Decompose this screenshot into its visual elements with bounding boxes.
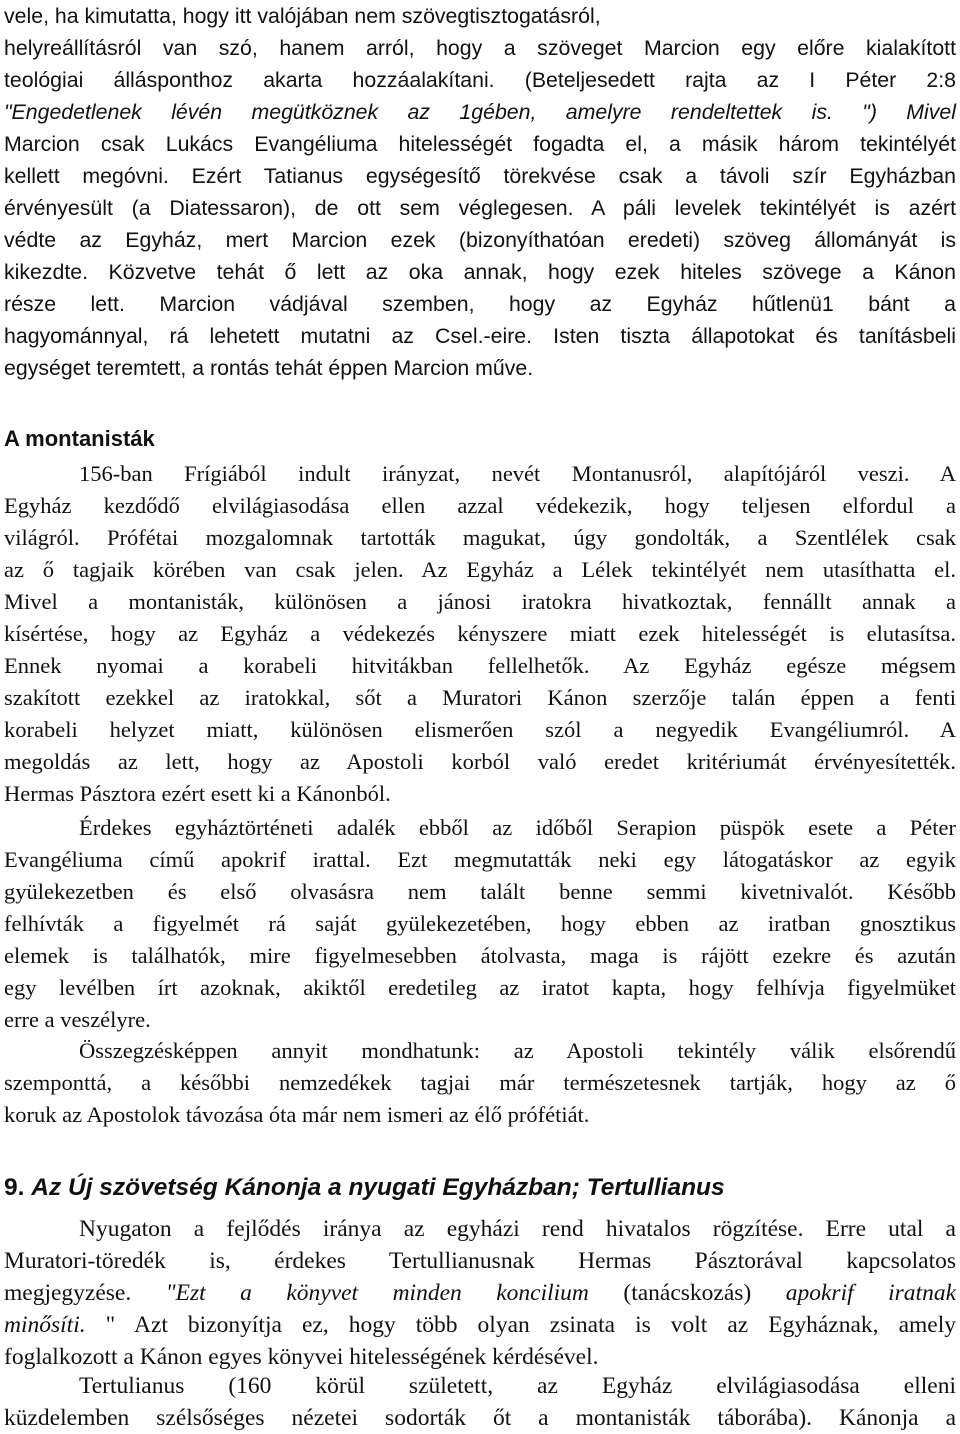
text-line: Érdekes egyháztörténeti adalék ebből az időből Serapion püspök esete a Péter: [79, 815, 956, 840]
text-line: teológiai állásponthoz akarta hozzáalakítani. (Beteljesedett rajta az I Péter 2:8: [4, 68, 956, 92]
text-line: kísértése, hogy az Egyház a védekezés kényszere miatt ezek hitelességét is elutasítsa.: [4, 621, 956, 646]
text-line: szakított ezekkel az iratokkal, sőt a Muratori Kánon szerzője talán éppen a fenti: [4, 685, 956, 710]
text-line: érvényesült (a Diatessaron), de ott sem véglegesen. A páli levelek tekintélyét is azért: [4, 196, 956, 220]
text-line: Összegzésképpen annyit mondhatunk: az Apostoli tekintély válik elsőrendű: [79, 1038, 956, 1063]
text-line: küzdelemben szélsőséges nézetei sodorták őt a montanisták táborába). Kánonja a: [4, 1405, 956, 1431]
quote-text: "Ezt a könyvet minden koncilium: [165, 1280, 589, 1306]
text-line: kikezdte. Közvetve tehát ő lett az oka annak, hogy ezek hiteles szövege a Kánon: [4, 260, 956, 284]
paragraph-marcion: [4, 0, 956, 384]
text-line: vele, ha kimutatta, hogy itt valójában nem szövegtisztogatásról,: [4, 4, 601, 28]
text-line: korabeli helyzet miatt, különösen elismerően szól a negyedik Evangéliumról. A: [4, 717, 956, 742]
paragraph-west: [4, 1213, 956, 1373]
text-line: hagyománnyal, rá lehetett mutatni az Csel.-eire. Isten tiszta állapotokat és tanításbeli: [4, 324, 956, 348]
section-heading-montanists: A montanisták: [4, 426, 155, 451]
text-run: " Azt bizonyítja ez, hogy több olyan zsinata is volt az Egyháznak, amely: [105, 1312, 956, 1338]
text-line: [4, 1309, 956, 1341]
text-line: Egyház kezdődő elvilágiasodása ellen azzal védekezik, hogy teljesen elfordul a: [4, 493, 956, 518]
quote-text: minősíti.: [4, 1312, 106, 1338]
paragraph-tertullian: [4, 1370, 956, 1434]
text-line: egységet teremtett, a rontás tehát éppen Marcion műve.: [4, 356, 534, 380]
text-line: helyreállításról van szó, hanem arról, hogy a szöveget Marcion egy előre kialakított: [4, 36, 956, 60]
text-line: foglalkozott a Kánon egyes könyvei hitelességének kérdésével.: [4, 1344, 599, 1370]
text-line: Muratori-töredék is, érdekes Tertullianusnak Hermas Pásztorával kapcsolatos: [4, 1248, 956, 1274]
text-line: [4, 1277, 956, 1309]
chapter-heading: [4, 1174, 725, 1202]
text-line: megoldás az lett, hogy az Apostoli korból való eredet kritériumát érvényesítették.: [4, 749, 956, 774]
text-line: Marcion csak Lukács Evangéliuma hitelességét fogadta el, a másik három tekintélyét: [4, 132, 956, 156]
text-line: védte az Egyház, mert Marcion ezek (bizonyíthatóan eredeti) szöveg állományát is: [4, 228, 956, 252]
text-line: felhívták a figyelmét rá saját gyülekezetében, hogy ebben az iratban gnosztikus: [4, 911, 956, 936]
text-line: az ő tagjaik körében van csak jelen. Az Egyház a Lélek tekintélyét nem utasíthatta el.: [4, 557, 956, 582]
text-line: elemek is találhatók, mire figyelmesebben átolvasta, maga is rájött ezekre és azután: [4, 943, 956, 968]
text-line: világról. Prófétai mozgalomnak tartották magukat, úgy gondolták, a Szentlélek csak: [4, 525, 956, 550]
text-line: 156-ban Frígiából indult irányzat, nevét Montanusról, alapítójáról veszi. A: [79, 461, 956, 486]
paragraph-montanists: [4, 458, 956, 810]
text-line: Mivel a montanisták, különösen a jánosi iratokra hivatkoztak, fennállt annak a: [4, 589, 956, 614]
text-run: megjegyzése.: [4, 1280, 166, 1306]
text-line: Hermas Pásztora ezért esett ki a Kánonból.: [4, 781, 391, 806]
chapter-number: 9.: [4, 1174, 25, 1201]
text-line: Nyugaton a fejlődés iránya az egyházi rend hivatalos rögzítése. Erre utal a: [79, 1216, 956, 1242]
text-line: [4, 96, 956, 128]
chapter-title: Az Új szövetség Kánonja a nyugati Egyházban; Tertullianus: [31, 1174, 725, 1201]
text-line: erre a veszélyre.: [4, 1007, 151, 1032]
text-run: (tanácskozás): [588, 1280, 786, 1306]
text-line: kellett megóvni. Ezért Tatianus egységesítő törekvése csak a távoli szír Egyházban: [4, 164, 956, 188]
text-line: Tertulianus (160 körül született, az Egyház elvilágiasodása elleni: [79, 1373, 956, 1399]
text-line: szemponttá, a későbbi nemzedékek tagjai már természetesnek tartják, hogy az ő: [4, 1070, 956, 1095]
text-line: része lett. Marcion vádjával szemben, hogy az Egyház hűtlenü1 bánt a: [4, 292, 956, 316]
text-line: gyülekezetben és első olvasásra nem talált benne semmi kivetnivalót. Később: [4, 879, 956, 904]
paragraph-summary: [4, 1035, 956, 1131]
text-line: koruk az Apostolok távozása óta már nem ismeri az élő prófétiát.: [4, 1102, 590, 1127]
quote-text: apokrif iratnak: [785, 1280, 956, 1306]
text-line: egy levélben írt azoknak, akiktől eredetileg az iratot kapta, hogy felhívja figyelmüket: [4, 975, 956, 1000]
text-line: Ennek nyomai a korabeli hitvitákban fellelhetők. Az Egyház egésze mégsem: [4, 653, 956, 678]
text-line: Evangéliuma című apokrif irattal. Ezt megmutatták neki egy látogatáskor az egyik: [4, 847, 956, 872]
paragraph-serapion: [4, 812, 956, 1036]
quote-text: "Engedetlenek lévén megütköznek az 1gében, amelyre rendeltettek is. ") Mivel: [4, 100, 956, 124]
